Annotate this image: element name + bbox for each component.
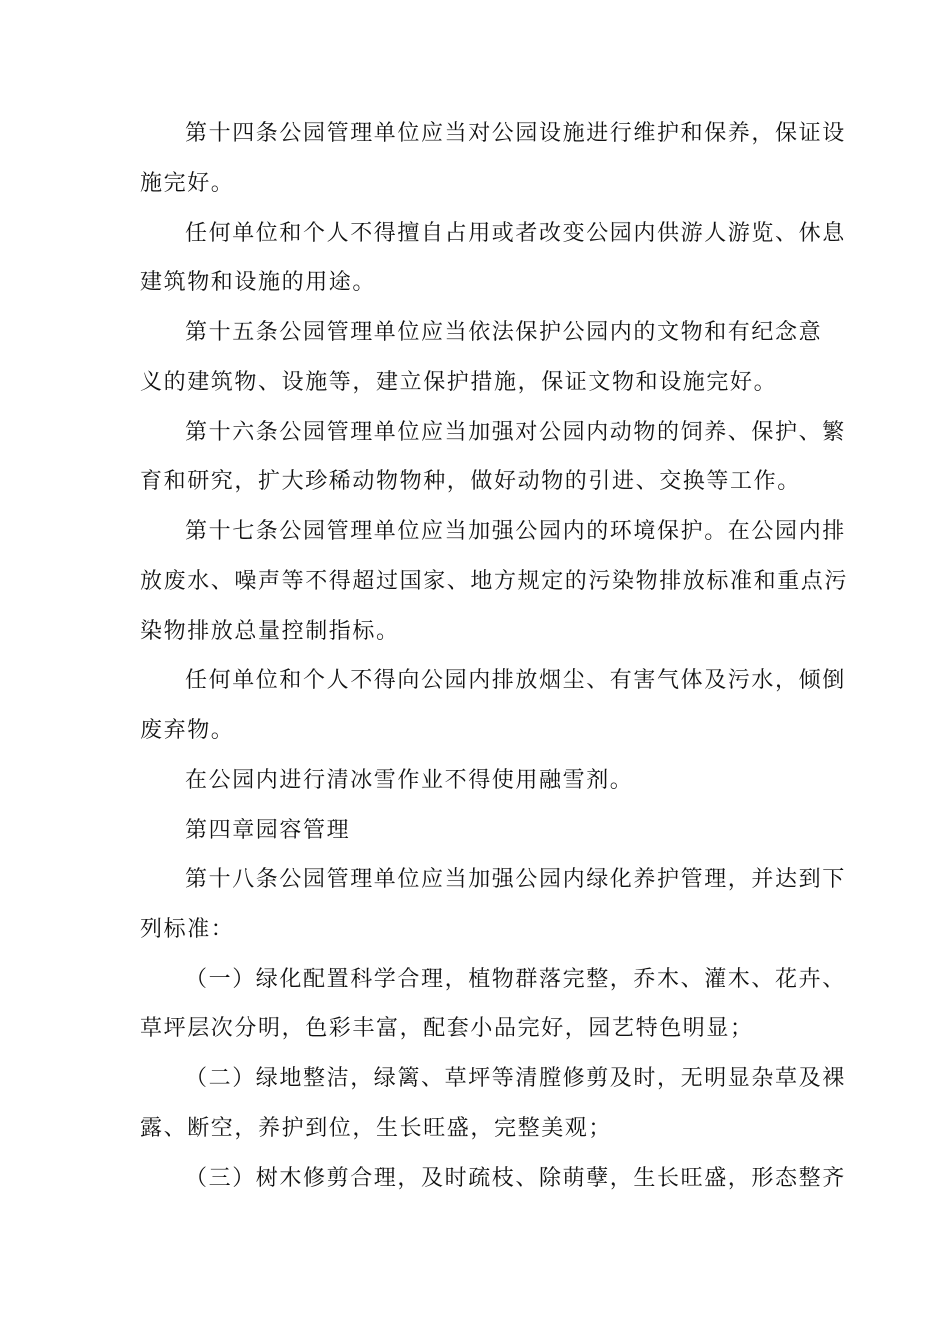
article-15-line-1: 第十五条公园管理单位应当依法保护公园内的文物和有纪念意 [185, 320, 823, 345]
article-17-para-2-line-1: 任何单位和个人不得向公园内排放烟尘、有害气体及污水，倾倒 [185, 668, 846, 693]
article-14-line-2: 施完好。 [140, 171, 235, 196]
chapter-4-heading: 第四章园容管理 [185, 818, 351, 843]
article-14-para-2-line-1: 任何单位和个人不得擅自占用或者改变公园内供游人游览、休息 [185, 221, 846, 246]
article-18-line-2: 列标准： [140, 917, 235, 942]
article-17-para-2-line-2: 废弃物。 [140, 718, 235, 743]
item-1-line-1: （一）绿化配置科学合理，植物群落完整，乔木、灌木、花卉、 [185, 967, 846, 992]
item-1-line-2: 草坪层次分明，色彩丰富，配套小品完好，园艺特色明显； [140, 1016, 754, 1041]
article-14-para-2-line-2: 建筑物和设施的用途。 [140, 270, 377, 295]
item-2-line-1: （二）绿地整洁，绿篱、草坪等清膛修剪及时，无明显杂草及裸 [185, 1066, 846, 1091]
article-17-line-2: 放废水、噪声等不得超过国家、地方规定的污染物排放标准和重点污 [140, 569, 849, 594]
article-16-line-2: 育和研究，扩大珍稀动物物种，做好动物的引进、交换等工作。 [140, 469, 801, 494]
article-14-line-1: 第十四条公园管理单位应当对公园设施进行维护和保养，保证设 [185, 121, 846, 146]
article-17-line-3: 染物排放总量控制指标。 [140, 619, 400, 644]
item-3-line-1: （三）树木修剪合理，及时疏枝、除萌孽，生长旺盛，形态整齐 [185, 1166, 846, 1191]
article-15-line-2: 义的建筑物、设施等，建立保护措施，保证文物和设施完好。 [140, 370, 778, 395]
item-2-line-2: 露、断空，养护到位，生长旺盛，完整美观； [140, 1116, 613, 1141]
article-18-line-1: 第十八条公园管理单位应当加强公园内绿化养护管理，并达到下 [185, 867, 846, 892]
article-16-line-1: 第十六条公园管理单位应当加强对公园内动物的饲养、保护、繁 [185, 420, 846, 445]
article-17-line-1: 第十七条公园管理单位应当加强公园内的环境保护。在公园内排 [185, 519, 846, 544]
article-17-para-3: 在公园内进行清冰雪作业不得使用融雪剂。 [185, 768, 634, 793]
